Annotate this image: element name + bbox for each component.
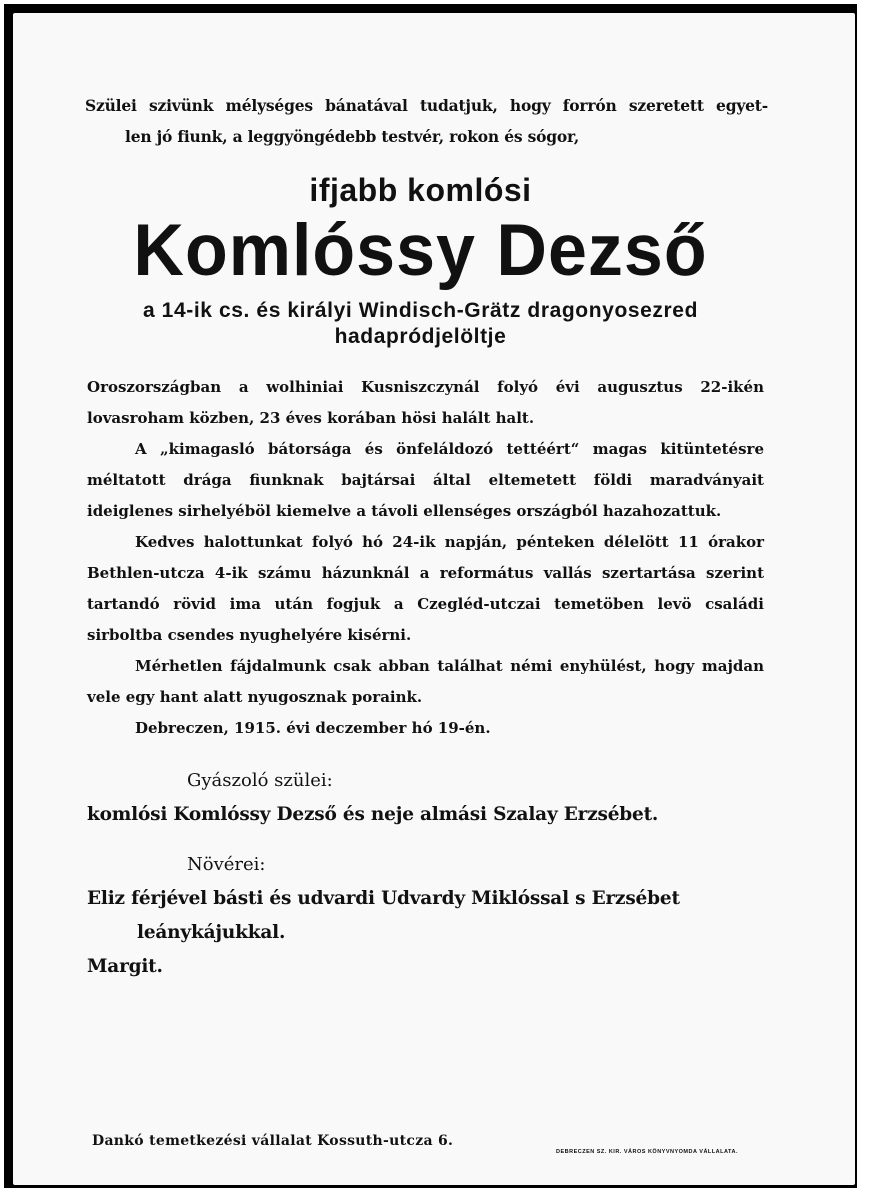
paragraph-consolation: Mérhetlen fájdalmunk csak abban találhat némi enyhülést, hogy majdan vele egy hant alatt nyugosznak poraink. [87, 657, 764, 706]
mourners-section [73, 764, 768, 984]
deceased-rank [73, 298, 768, 350]
undertaker-credit: Dankó temetkezési vállalat Kossuth-utcza 6. [92, 1133, 454, 1149]
paragraph-repatriation: A „kimagasló bátorsága és önfeláldozó tettéért“ magas kitüntetésre méltatott drága fiunknak bajtársai által eltemetett földi maradványait ideiglenes sirhelyéböl kiemelve a távoli ellenséges országból hazahozattuk. [87, 440, 764, 520]
paragraph-death: Oroszországban a wolhiniai Kusniszczynál folyó évi augusztus 22-ikén lovasroham közben, 23 éves korában hösi halált halt. [87, 378, 764, 427]
parents-label: Gyászoló szülei: [187, 770, 333, 791]
printer-credit: DEBRECZEN SZ. KIR. VÁROS KÖNYVNYOMDA VÁLLALATA. [556, 1149, 738, 1155]
deceased-name: Komlóssy Dezső [133, 209, 708, 291]
rank-line-2: hadapródjelöltje [334, 325, 507, 348]
sister-1-line-1: Eliz férjével básti és udvardi Udvardy Miklóssal s Erzsébet [87, 888, 680, 909]
intro-line-1: Szülei szivünk mélységes bánatával tudatjuk, hogy forrón szeretett egyet- [85, 96, 768, 115]
deceased-prefix: ifjabb komlósi [309, 172, 532, 208]
sister-2: Margit. [87, 956, 163, 977]
paragraph-funeral: Kedves halottunkat folyó hó 24-ik napján, pénteken délelött 11 órakor Bethlen-utcza 4-ik számu házunknál a református vallás szertartása szerint tartandó rövid ima után fogjuk a Czegléd-utczai temetöben levö családi sirboltba csendes nyughelyére kisérni. [87, 533, 764, 644]
notice-body [73, 372, 768, 744]
notice-content [73, 90, 768, 984]
intro-text [73, 90, 768, 152]
sisters-label: Növérei: [187, 854, 266, 875]
parents-names: komlósi Komlóssy Dezső és neje almási Szalay Erzsébet. [87, 804, 659, 825]
place-and-date: Debreczen, 1915. évi deczember hó 19-én. [135, 719, 491, 737]
sister-1-line-2: leánykájukkal. [137, 922, 286, 943]
rank-line-1: a 14-ik cs. és királyi Windisch-Grätz dragonyosezred [142, 299, 699, 322]
intro-line-2: len jó fiunk, a leggyöngédebb testvér, rokon és sógor, [125, 127, 580, 146]
